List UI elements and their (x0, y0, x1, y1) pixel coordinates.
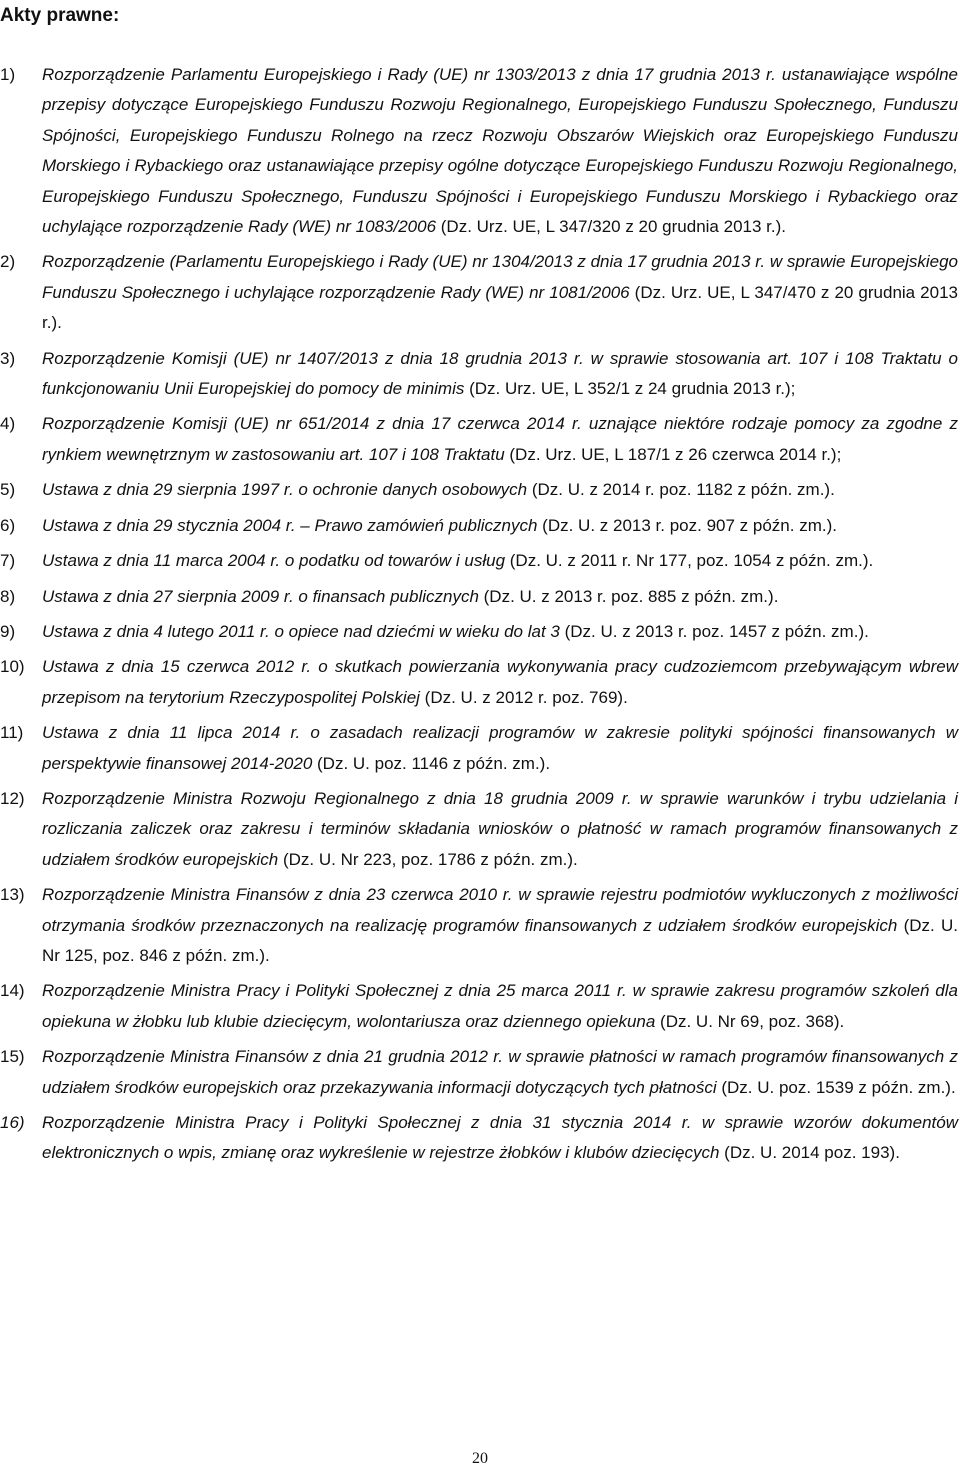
list-item (0, 1042, 958, 1103)
list-item (0, 718, 958, 779)
act-title: Ustawa z dnia 29 sierpnia 1997 r. o ochronie danych osobowych (42, 480, 528, 500)
act-title: Rozporządzenie Ministra Rozwoju Regionalnego z dnia 18 grudnia 2009 r. w sprawie warunków i trybu udzielania i rozliczania zaliczek oraz zakresu i terminów składania wniosków o płatność w ramach programów finansowanych z udziałem środków europejskich (42, 788, 958, 869)
section-heading: Akty prawne: (0, 5, 120, 26)
act-source: (Dz. U. z 2014 r. poz. 1182 z późn. zm.). (527, 480, 835, 500)
item-number: 3) (0, 348, 16, 368)
act-title: Rozporządzenie Komisji (UE) nr 651/2014 z dnia 17 czerwca 2014 r. uznające niektóre rodzaje pomocy za zgodne z rynkiem wewnętrznym w zastosowaniu art. 107 i 108 Traktatu (42, 414, 958, 464)
item-number: 15) (0, 1047, 25, 1067)
list-item (0, 247, 958, 338)
act-source: (Dz. U. z 2013 r. poz. 907 z późn. zm.). (537, 515, 837, 535)
act-title: Rozporządzenie Komisji (UE) nr 1407/2013 z dnia 18 grudnia 2013 r. w sprawie stosowania art. 107 i 108 Traktatu o funkcjonowaniu Unii Europejskiej do pomocy de minimis (42, 348, 958, 399)
list-item (0, 344, 958, 405)
act-source: (Dz. U. poz. 1539 z późn. zm.). (716, 1077, 956, 1097)
list-item (0, 652, 958, 713)
act-source: (Dz. U. z 2012 r. poz. 769). (419, 687, 628, 707)
item-number: 7) (0, 551, 16, 571)
item-number: 9) (0, 621, 16, 641)
item-number: 10) (0, 657, 25, 677)
list-item (0, 582, 958, 612)
list-item (0, 976, 958, 1037)
act-title: Ustawa z dnia 11 lipca 2014 r. o zasadach realizacji programów w zakresie polityki spójności finansowanych w perspektywie finansowej 2014-2020 (42, 723, 958, 773)
act-source: (Dz. U. Nr 69, poz. 368). (655, 1011, 845, 1031)
act-title: Rozporządzenie Parlamentu Europejskiego i Rady (UE) nr 1303/2013 z dnia 17 grudnia 2013 r. ustanawiające wspólne przepisy dotyczące Europejskiego Funduszu Rozwoju Regionalnego, Europejskiego Funduszu Społecznego, Funduszu Spójności, Europejskiego Funduszu Rolnego na rzecz Rozwoju Obszarów Wiejskich oraz Europejskiego Funduszu Morskiego i Rybackiego oraz ustanawiające przepisy ogólne dotyczące Europejskiego Funduszu Rozwoju Regionalnego, Europejskiego Funduszu Społecznego, Funduszu Spójności i Europejskiego Funduszu Morskiego i Rybackiego oraz uchylające rozporządzenie Rady (WE) nr 1083/2006 (42, 65, 958, 237)
legal-acts-list (0, 60, 958, 1174)
act-title: Rozporządzenie Ministra Finansów z dnia 23 czerwca 2010 r. w sprawie rejestru podmiotów wykluczonych z możliwości otrzymania środków przeznaczonych na realizację programów finansowanych z udziałem środków europejskich (42, 885, 958, 935)
act-source: (Dz. U. Nr 223, poz. 1786 z późn. zm.). (278, 849, 578, 869)
act-source: (Dz. U. 2014 poz. 193). (719, 1143, 900, 1163)
act-source: (Dz. U. Nr 125, poz. 846 z późn. zm.). (42, 915, 958, 965)
act-title: Rozporządzenie Ministra Finansów z dnia 21 grudnia 2012 r. w sprawie płatności w ramach programów finansowanych z udziałem środków europejskich oraz przekazywania informacji dotyczących tych płatności (42, 1047, 958, 1097)
item-number: 6) (0, 515, 16, 535)
item-number: 12) (0, 788, 25, 808)
item-number: 5) (0, 480, 16, 500)
item-number: 4) (0, 414, 16, 434)
list-item (0, 880, 958, 971)
act-title: Rozporządzenie Ministra Pracy i Polityki Społecznej z dnia 25 marca 2011 r. w sprawie zakresu programów szkoleń dla opiekuna w żłobku lub klubie dziecięcym, wolontariusza oraz dziennego opiekuna (42, 981, 958, 1031)
act-title: Ustawa z dnia 4 lutego 2011 r. o opiece nad dziećmi w wieku do lat 3 (42, 621, 560, 641)
act-title: Ustawa z dnia 29 stycznia 2004 r. – Prawo zamówień publicznych (42, 515, 538, 535)
list-item (0, 784, 958, 875)
act-title: Ustawa z dnia 11 marca 2004 r. o podatku od towarów i usług (42, 551, 506, 571)
act-source: (Dz. Urz. UE, L 347/470 z 20 grudnia 2013 r.). (42, 282, 959, 333)
list-item (0, 409, 958, 470)
act-source: (Dz. Urz. UE, L 352/1 z 24 grudnia 2013 r.); (464, 379, 796, 399)
act-title: Ustawa z dnia 15 czerwca 2012 r. o skutkach powierzania wykonywania pracy cudzoziemcom przebywającym wbrew przepisom na terytorium Rzeczypospolitej Polskiej (42, 657, 958, 707)
list-item (0, 1108, 958, 1169)
act-title: Ustawa z dnia 27 sierpnia 2009 r. o finansach publicznych (42, 586, 479, 606)
list-item (0, 475, 958, 505)
act-title: Rozporządzenie (Parlamentu Europejskiego i Rady (UE) nr 1304/2013 z dnia 17 grudnia 2013 r. w sprawie Europejskiego Funduszu Społecznego i uchylające rozporządzenie Rady (WE) nr 1081/2006 (42, 252, 958, 302)
act-source: (Dz. Urz. UE, L 187/1 z 26 czerwca 2014 r.); (504, 444, 842, 464)
item-number: 13) (0, 885, 25, 905)
act-source: (Dz. U. poz. 1146 z późn. zm.). (312, 753, 551, 773)
act-source: (Dz. U. z 2011 r. Nr 177, poz. 1054 z późn. zm.). (505, 551, 874, 571)
item-number: 2) (0, 252, 16, 272)
item-number: 8) (0, 586, 16, 606)
act-source: (Dz. U. z 2013 r. poz. 1457 z późn. zm.). (559, 621, 869, 641)
item-number: 16) (0, 1113, 25, 1132)
page-number: 20 (472, 1450, 488, 1467)
list-item (0, 511, 958, 541)
act-source: (Dz. Urz. UE, L 347/320 z 20 grudnia 2013 r.). (436, 217, 786, 237)
list-item (0, 617, 958, 647)
item-number: 14) (0, 981, 25, 1001)
act-source: (Dz. U. z 2013 r. poz. 885 z późn. zm.). (478, 586, 779, 606)
act-title: Rozporządzenie Ministra Pracy i Polityki Społecznej z dnia 31 stycznia 2014 r. w sprawie wzorów dokumentów elektronicznych o wpis, zmianę oraz wykreślenie w rejestrze żłobków i klubów dziecięcych (42, 1113, 958, 1163)
item-number: 11) (0, 723, 24, 743)
item-number: 1) (0, 65, 16, 84)
list-item (0, 60, 958, 242)
list-item (0, 546, 958, 576)
